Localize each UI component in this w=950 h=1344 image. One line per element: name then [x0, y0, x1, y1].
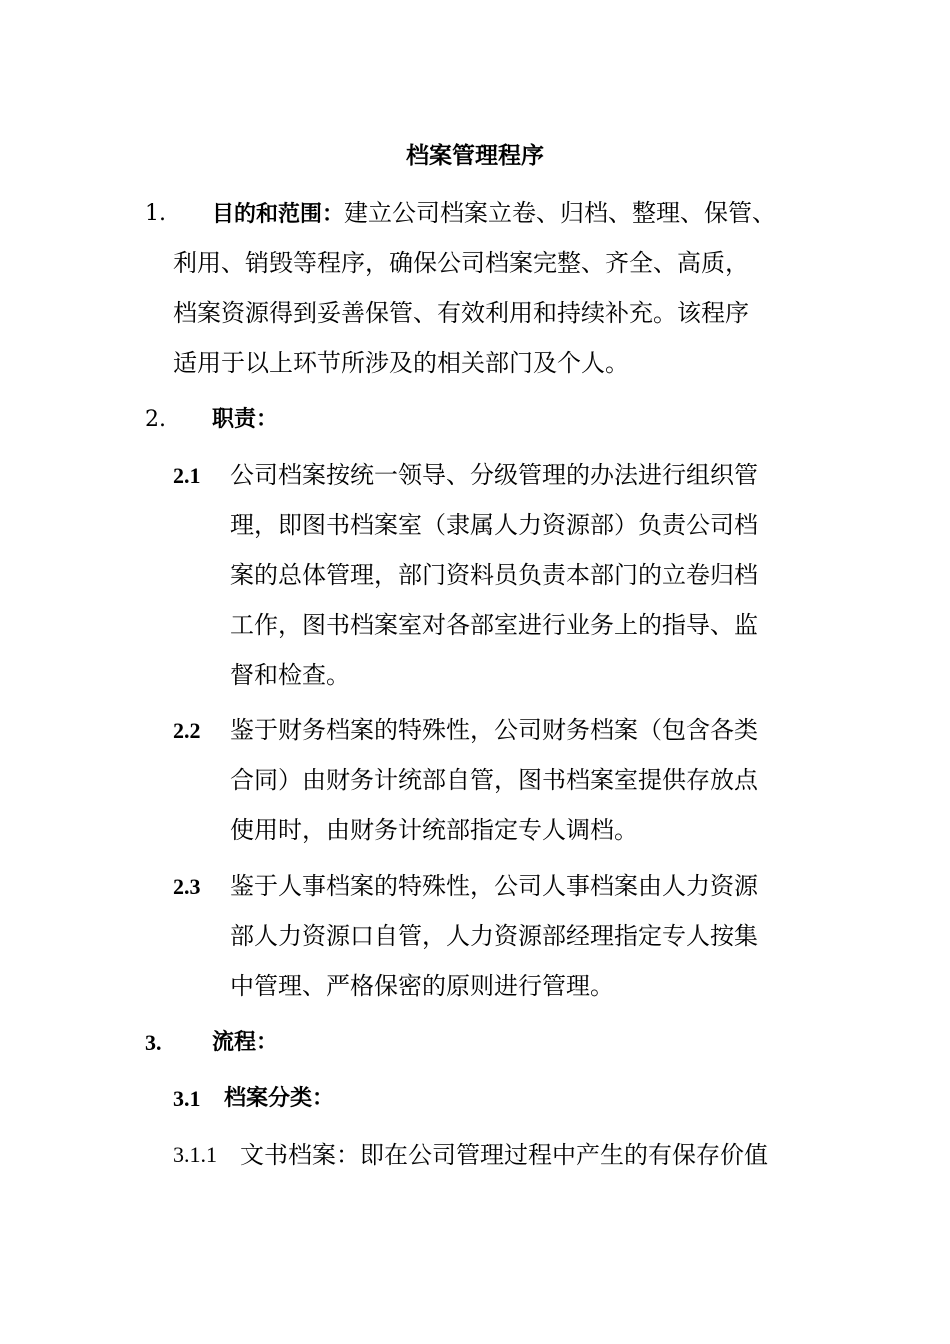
item-2-2-line-2: 合同）由财务计统部自管，图书档案室提供存放点: [230, 766, 758, 794]
item-2-1-line-4: 工作，图书档案室对各部室进行业务上的指导、监: [230, 611, 758, 639]
section-1-number: 1.: [145, 201, 166, 226]
item-2-2-body: [230, 755, 758, 855]
section-2-heading: 职责：: [212, 407, 279, 432]
section-1-line-2: 利用、销毁等程序，确保公司档案完整、齐全、高质，: [173, 249, 749, 277]
item-2-1-first: [230, 450, 758, 500]
section-3-heading: 流程：: [212, 1030, 279, 1055]
section-3-number: 3.: [145, 1030, 162, 1055]
item-2-2-number: 2.2: [173, 718, 201, 743]
section-1-first-line: [212, 188, 776, 238]
item-2-3-line-1: 鉴于人事档案的特殊性，公司人事档案由人力资源: [230, 872, 758, 900]
item-3-1-number: 3.1: [173, 1086, 201, 1111]
item-2-1-line-5: 督和检查。: [230, 661, 350, 689]
item-2-1-number: 2.1: [173, 463, 201, 488]
item-2-1-line-2: 理，即图书档案室（隶属人力资源部）负责公司档: [230, 511, 758, 539]
item-2-3-first: [230, 861, 758, 911]
item-2-3-body: [230, 911, 758, 1011]
section-1-line-3: 档案资源得到妥善保管、有效利用和持续补充。该程序: [173, 299, 749, 327]
item-3-1-1-line-1: 文书档案：即在公司管理过程中产生的有保存价值: [240, 1141, 768, 1169]
item-3-1-1-body: [240, 1130, 768, 1180]
section-1-heading: 目的和范围：: [212, 202, 345, 227]
section-1-line-4: 适用于以上环节所涉及的相关部门及个人。: [173, 349, 629, 377]
section-2-number: 2.: [145, 407, 166, 432]
item-2-2-line-1: 鉴于财务档案的特殊性，公司财务档案（包含各类: [230, 716, 758, 744]
item-2-3-line-2: 部人力资源口自管，人力资源部经理指定专人按集: [230, 922, 758, 950]
item-3-1-1-number: 3.1.1: [173, 1142, 217, 1167]
item-2-2-first: [230, 705, 758, 755]
item-3-1-heading: 档案分类：: [224, 1086, 335, 1111]
section-1-body: [173, 238, 749, 388]
item-2-1-line-3: 案的总体管理，部门资料员负责本部门的立卷归档: [230, 561, 758, 589]
item-2-1-line-1: 公司档案按统一领导、分级管理的办法进行组织管: [230, 461, 758, 489]
section-1-line-1: 建立公司档案立卷、归档、整理、保管、: [344, 199, 777, 227]
item-2-2-line-3: 使用时，由财务计统部指定专人调档。: [230, 816, 638, 844]
item-2-3-line-3: 中管理、严格保密的原则进行管理。: [230, 972, 614, 1000]
item-2-3-number: 2.3: [173, 874, 201, 899]
item-2-1-body: [230, 500, 758, 700]
document-title: 档案管理程序: [406, 143, 544, 169]
